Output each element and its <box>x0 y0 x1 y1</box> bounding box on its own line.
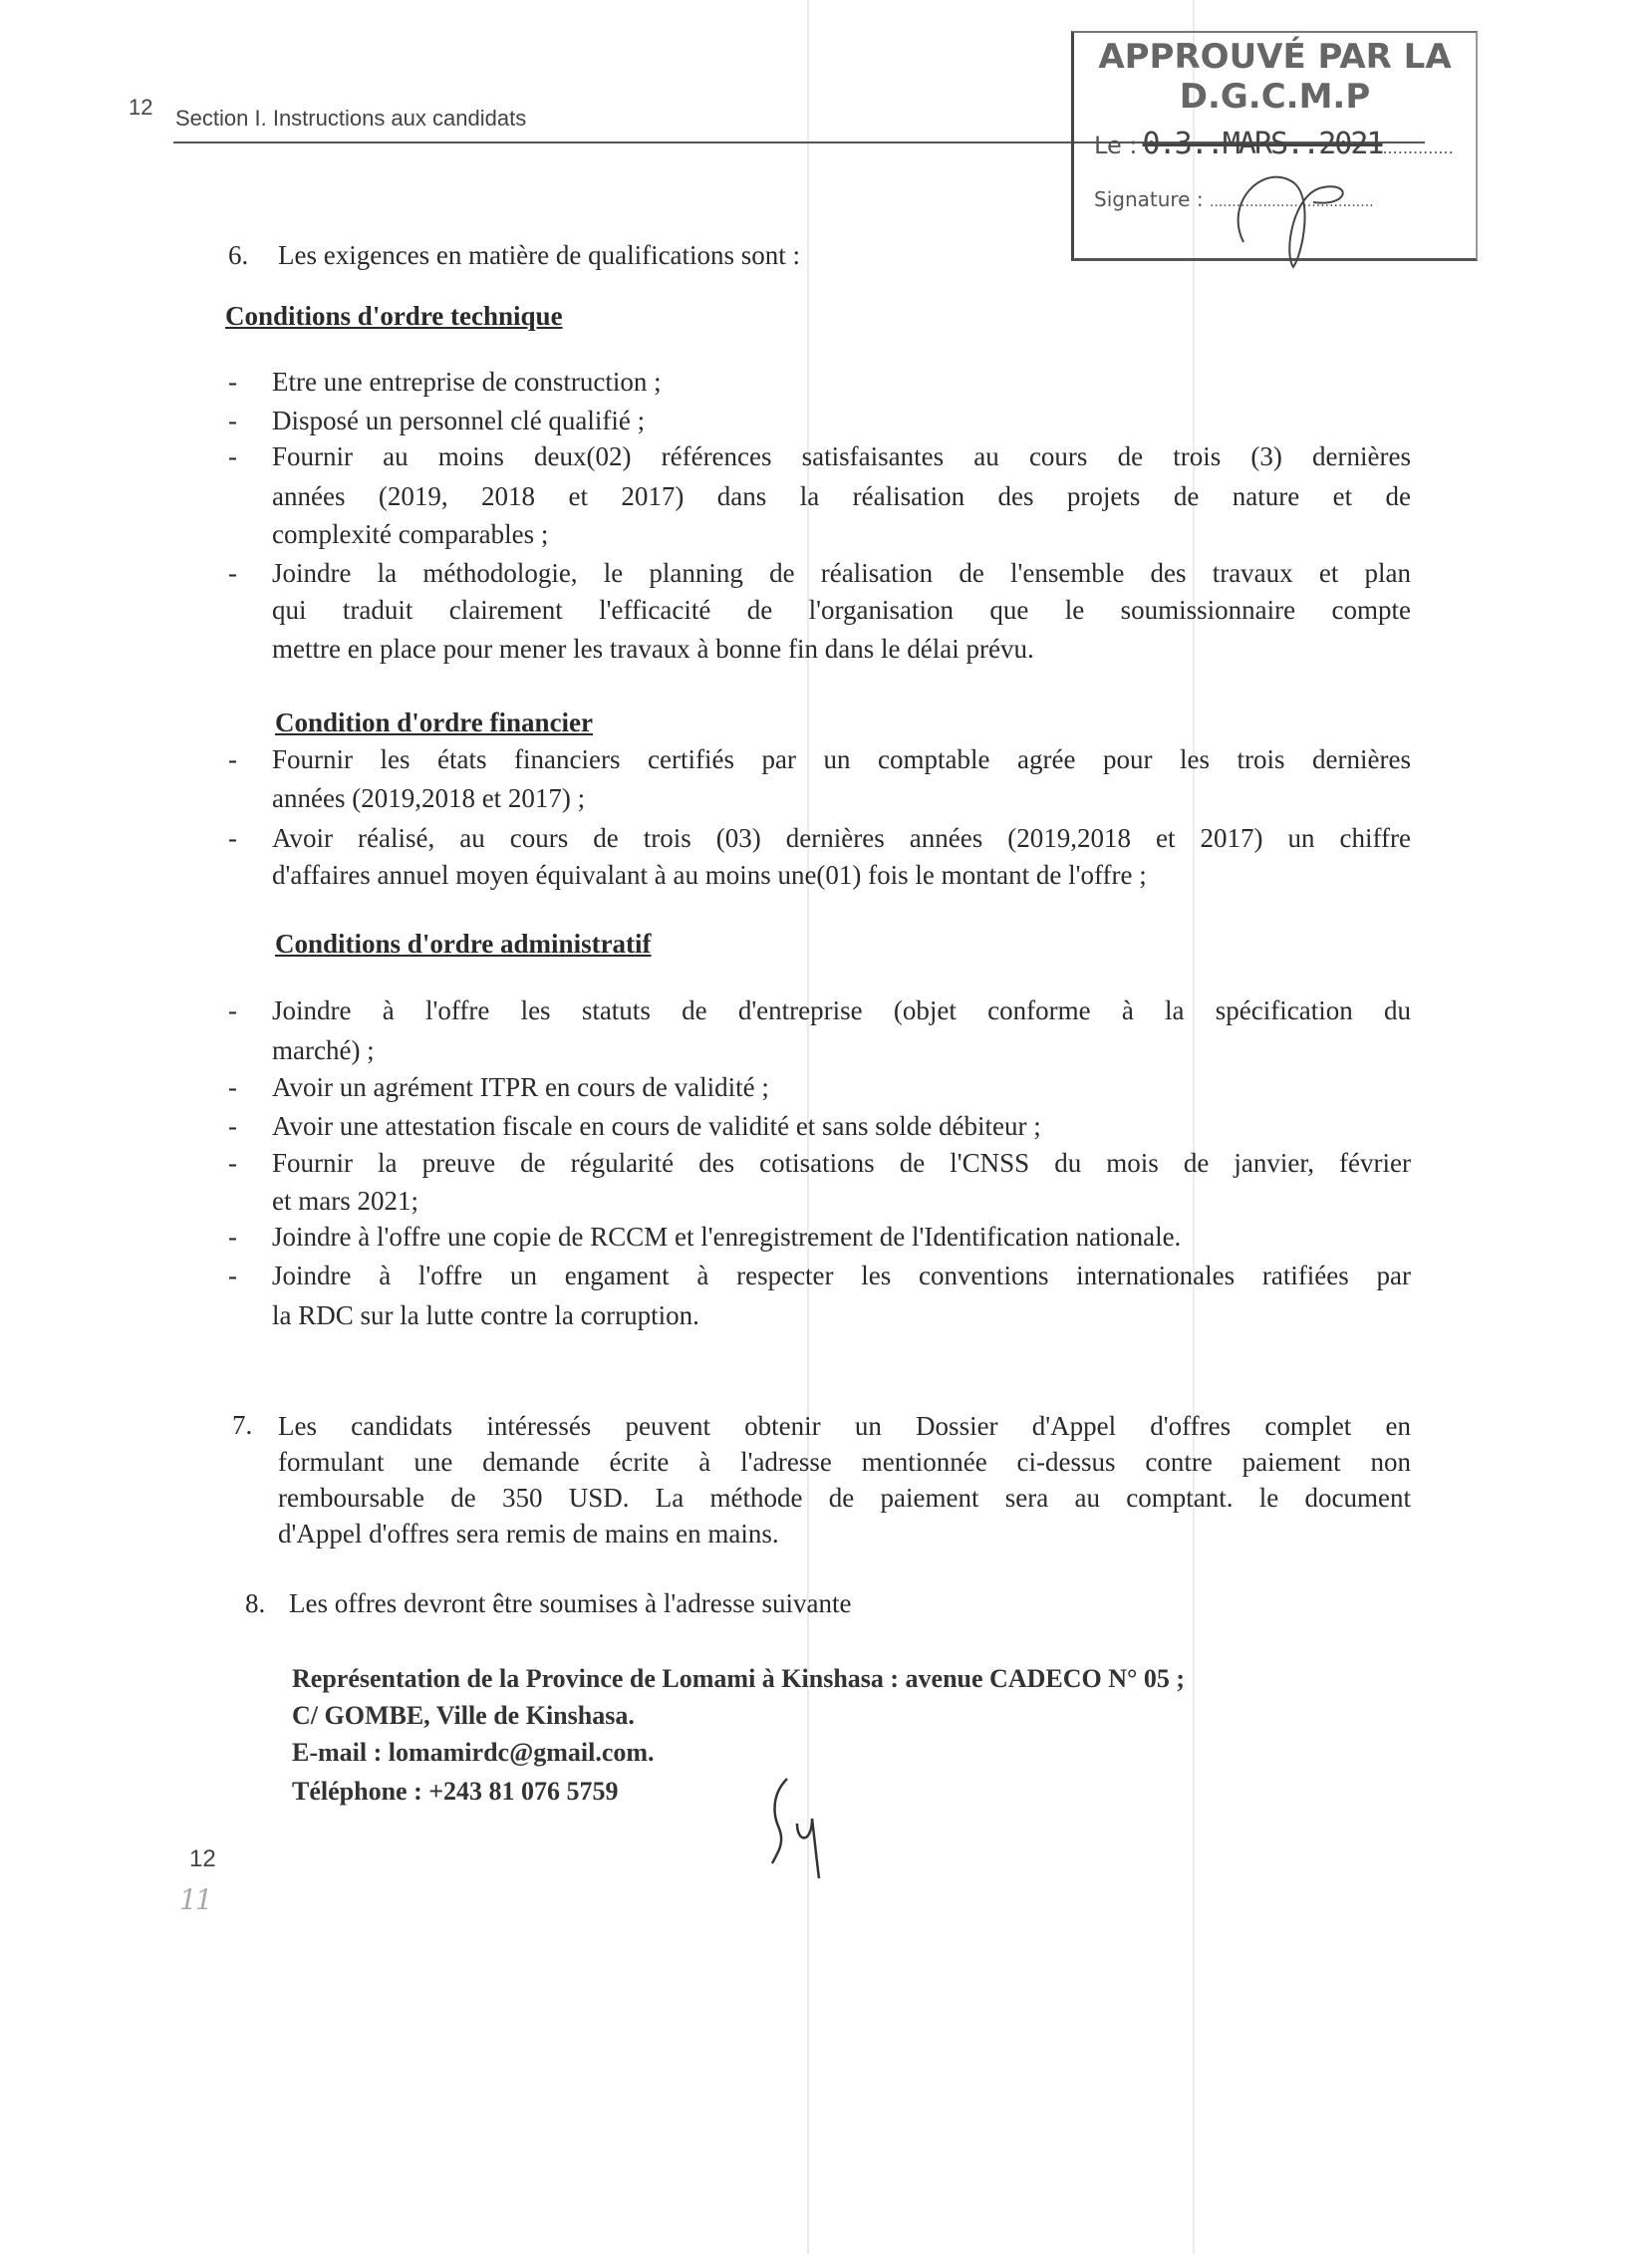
bullet-dash: - <box>228 1072 237 1102</box>
administrative-line: Joindre à l'offre les statuts de d'entreprise (objet conforme à la spécification du <box>272 995 1411 1025</box>
administrative-line: Joindre à l'offre une copie de RCCM et l'enregistrement de l'Identification nationale. <box>272 1222 1182 1252</box>
administrative-line: Avoir un agrément ITPR en cours de validité ; <box>272 1072 769 1102</box>
technical-line: qui traduit clairement l'efficacité de l'organisation que le soumissionnaire compte <box>272 595 1411 625</box>
item6-number: 6. <box>228 240 249 270</box>
item6-text: Les exigences en matière de qualifications sont : <box>278 240 801 270</box>
handwritten-page-number: 11 <box>179 1883 211 1916</box>
bullet-dash: - <box>228 995 237 1025</box>
item7-number: 7. <box>232 1410 253 1440</box>
bullet-dash: - <box>228 1222 237 1252</box>
item7-line: remboursable de 350 USD. La méthode de paiement sera au comptant. le document <box>278 1483 1411 1513</box>
bullet-dash: - <box>228 823 237 853</box>
bullet-dash: - <box>228 441 237 471</box>
bullet-dash: - <box>228 406 237 435</box>
item7-line: formulant une demande écrite à l'adresse mentionnée ci-dessus contre paiement non <box>278 1447 1411 1477</box>
handwritten-initials-icon <box>767 1774 837 1883</box>
bullet-dash: - <box>228 558 237 588</box>
address-line1: Représentation de la Province de Lomami à Kinshasa : avenue CADECO N° 05 ; <box>292 1664 1186 1693</box>
footer-page-number: 12 <box>189 1845 216 1872</box>
technical-line: Etre une entreprise de construction ; <box>272 367 662 397</box>
stamp-date: 0.3..MARS..2021 <box>1142 127 1383 161</box>
administrative-line: Fournir la preuve de régularité des cotisations de l'CNSS du mois de janvier, février <box>272 1148 1411 1178</box>
administrative-line: Joindre à l'offre un engament à respecter les conventions internationales ratifiées par <box>272 1261 1411 1290</box>
bullet-dash: - <box>228 1148 237 1178</box>
technical-line: Disposé un personnel clé qualifié ; <box>272 406 646 435</box>
stamp-signature-label: Signature : <box>1094 187 1204 211</box>
financial-line: années (2019,2018 et 2017) ; <box>272 783 586 813</box>
financial-heading: Condition d'ordre financier <box>275 707 594 737</box>
technical-line: complexité comparables ; <box>272 519 549 549</box>
stamp-line2: D.G.C.M.P <box>1179 77 1371 117</box>
item7-line: d'Appel d'offres sera remis de mains en mains. <box>278 1519 779 1549</box>
bullet-dash: - <box>228 367 237 397</box>
bullet-dash: - <box>228 1111 237 1141</box>
administrative-heading: Conditions d'ordre administratif <box>275 929 652 959</box>
stamp-date-label: Le : <box>1094 132 1138 159</box>
bullet-dash: - <box>228 744 237 774</box>
header-section-title: Section I. Instructions aux candidats <box>175 106 527 131</box>
approval-stamp <box>1071 31 1478 261</box>
technical-line: années (2019, 2018 et 2017) dans la réalisation des projets de nature et de <box>272 481 1411 511</box>
bullet-dash: - <box>228 1261 237 1290</box>
header-page-number: 12 <box>129 95 153 120</box>
stamp-date-row <box>1094 127 1454 161</box>
stamp-date-dots: .............. <box>1382 139 1454 157</box>
administrative-line: et mars 2021; <box>272 1186 418 1216</box>
address-line2: C/ GOMBE, Ville de Kinshasa. <box>292 1701 635 1730</box>
address-email: E-mail : lomamirdc@gmail.com. <box>292 1738 655 1767</box>
item8-number: 8. <box>245 1588 266 1618</box>
technical-line: Joindre la méthodologie, le planning de réalisation de l'ensemble des travaux et plan <box>272 558 1411 588</box>
address-phone: Téléphone : +243 81 076 5759 <box>292 1777 619 1806</box>
item7-line: Les candidats intéressés peuvent obtenir un Dossier d'Appel d'offres complet en <box>278 1411 1411 1441</box>
financial-line: d'affaires annuel moyen équivalant à au moins une(01) fois le montant de l'offre ; <box>272 860 1147 890</box>
administrative-line: Avoir une attestation fiscale en cours de validité et sans solde débiteur ; <box>272 1111 1041 1141</box>
signature-scribble-icon <box>1224 162 1363 272</box>
technical-heading: Conditions d'ordre technique <box>225 301 563 331</box>
stamp-signature-dots: ..................................... <box>1209 194 1374 210</box>
administrative-line: la RDC sur la lutte contre la corruption. <box>272 1300 699 1330</box>
financial-line: Fournir les états financiers certifiés par un comptable agrée pour les trois dernières <box>272 744 1411 774</box>
technical-line: Fournir au moins deux(02) références satisfaisantes au cours de trois (3) dernières <box>272 441 1411 471</box>
administrative-line: marché) ; <box>272 1035 375 1065</box>
item8-text: Les offres devront être soumises à l'adresse suivante <box>289 1588 852 1618</box>
financial-line: Avoir réalisé, au cours de trois (03) dernières années (2019,2018 et 2017) un chiffre <box>272 823 1411 853</box>
stamp-line1: APPROUVÉ PAR LA <box>1098 37 1452 77</box>
technical-line: mettre en place pour mener les travaux à bonne fin dans le délai prévu. <box>272 634 1034 664</box>
